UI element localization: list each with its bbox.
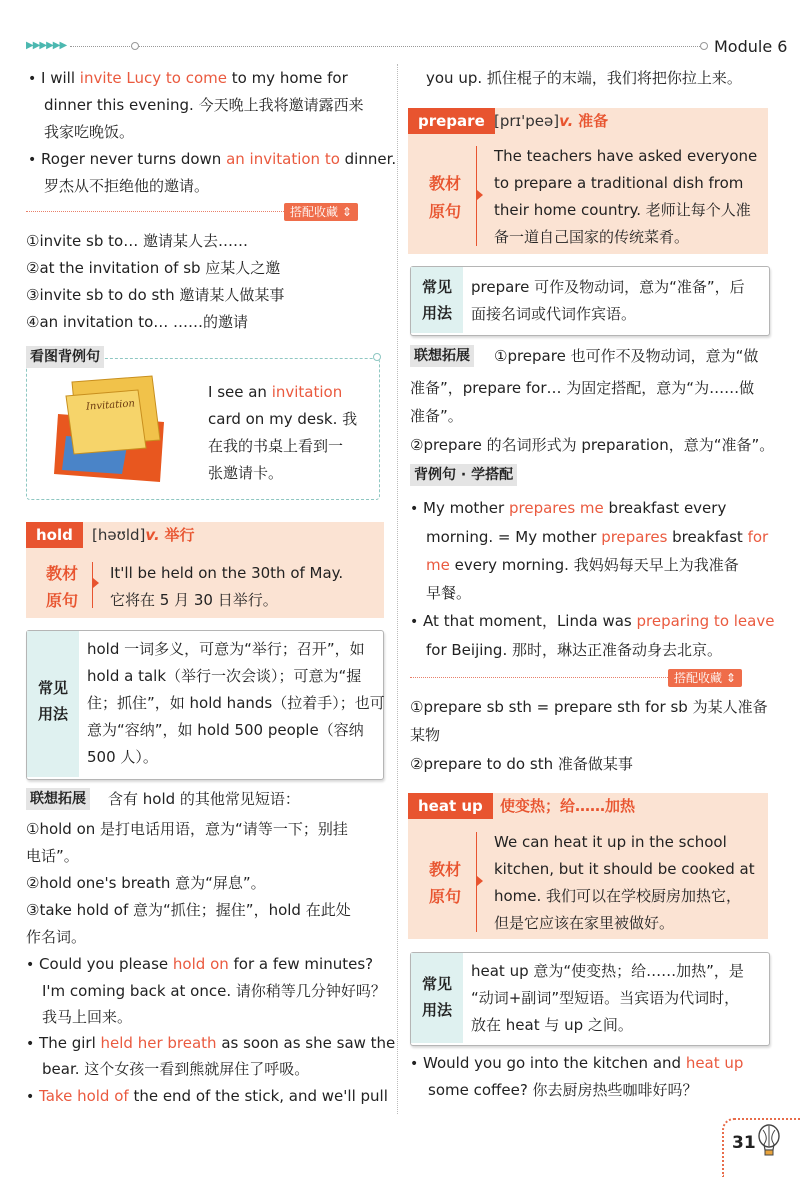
hold-source-line2: 它将在 5 月 30 日举行。 <box>110 591 278 609</box>
hold-example-2-line2: bear. 这个女孩一看到熊就屏住了呼吸。 <box>42 1060 310 1078</box>
prepare-usage-line2: 面接名词或代词作宾语。 <box>471 305 637 323</box>
picture-tag-dot <box>373 353 381 361</box>
hold-example-1-line2: I'm coming back at once. 请你稍等几分钟好吗？ <box>42 982 386 1000</box>
hold-word: hold <box>26 522 83 548</box>
invite-collocation-1: ①invite sb to… 邀请某人去…… <box>26 232 248 250</box>
heat-up-word: heat up <box>408 793 493 819</box>
module-title: Module 6 <box>714 37 788 56</box>
invitation-card-illustration <box>52 374 170 486</box>
heat-up-usage-line3: 放在 heat 与 up 之间。 <box>471 1016 633 1034</box>
prepare-usage-line1: prepare 可作及物动词，意为“准备”，后 <box>471 278 745 296</box>
invite-example-2-line1: • Roger never turns down an invitation to dinner. <box>28 150 397 168</box>
prepare-extend-line3: 准备”。 <box>410 407 463 425</box>
invite-example-2-line2: 罗杰从不拒绝他的邀请。 <box>44 177 210 195</box>
hold-example-1-line3: 我马上回来。 <box>42 1008 133 1026</box>
header-rule-knob-left <box>131 42 139 50</box>
heat-up-usage-line2: “动词+副词”型短语。当宾语为代词时， <box>471 989 740 1007</box>
invitation-card-text: Invitation <box>85 398 136 413</box>
prepare-phrase-tag: 背例句 · 学搭配 <box>410 464 517 486</box>
heat-up-source-label-2: 原句 <box>428 887 461 906</box>
prepare-source-arrow-icon <box>477 190 483 200</box>
prepare-example-1-line1: • My mother prepares me breakfast every <box>410 499 727 517</box>
prepare-source-line2: to prepare a traditional dish from <box>494 174 744 192</box>
invite-collocation-4: ④an invitation to… ……的邀请 <box>26 313 249 331</box>
picture-sentence-line4: 张邀请卡。 <box>208 464 284 482</box>
hold-source-arrow-icon <box>93 578 99 588</box>
invite-collocation-3: ③invite sb to do sth 邀请某人做某事 <box>26 286 285 304</box>
invite-example-1-line3: 我家吃晚饭。 <box>44 123 135 141</box>
heat-up-example-line1: • Would you go into the kitchen and heat up <box>410 1054 744 1072</box>
hold-extend-line4: ③take hold of 意为“抓住；握住”，hold 在此处 <box>26 901 351 919</box>
prepare-source-line4: 备一道自己国家的传统菜肴。 <box>494 228 690 246</box>
prepare-example-2-line1: • At that moment，Linda was preparing to leave <box>410 612 775 630</box>
hold-usage-label: 常见 用法 <box>27 631 79 777</box>
header-arrows: ▶▶▶▶▶▶ <box>26 40 67 51</box>
hold-extend-intro: 含有 hold 的其他常见短语： <box>108 790 300 808</box>
prepare-extend-line1: ①prepare 也可作不及物动词，意为“做 <box>494 347 759 365</box>
prepare-example-1-line2: morning. = My mother prepares breakfast for <box>426 528 769 546</box>
prepare-extend-line4: ②prepare 的名词形式为 preparation，意为“准备”。 <box>410 436 775 454</box>
header-rule-knob-right <box>700 42 708 50</box>
hold-example-3-line1: • Take hold of the end of the stick, and we'll pull <box>26 1087 388 1105</box>
hold-usage-line5: 500 人）。 <box>87 748 158 766</box>
prepare-source-line1: The teachers have asked everyone <box>494 147 758 165</box>
hold-extend-tag: 联想拓展 <box>26 788 90 810</box>
prepare-extend-tag: 联想拓展 <box>410 345 474 367</box>
hold-source-line1: It'll be held on the 30th of May. <box>110 564 344 582</box>
heat-up-source-label-1: 教材 <box>428 860 461 879</box>
invite-collocation-2: ②at the invitation of sb 应某人之邀 <box>26 259 281 277</box>
picture-sentence-line1: I see an invitation <box>208 383 343 401</box>
heat-up-example-line2: some coffee? 你去厨房热些咖啡好吗？ <box>428 1081 698 1099</box>
picture-tag: 看图背例句 <box>26 346 104 368</box>
collocation-separator <box>26 211 284 212</box>
hold-extend-line1: ①hold on 是打电话用语，意为“请等一下；别挂 <box>26 820 348 838</box>
prepare-collocation-1: ①prepare sb sth = prepare sth for sb 为某人准备 <box>410 698 768 716</box>
chevron-icon: ⇕ <box>341 205 352 219</box>
hold-example-1-line1: • Could you please hold on for a few minutes? <box>26 955 374 973</box>
prepare-word: prepare <box>408 108 495 134</box>
hold-example-2-line1: • The girl held her breath as soon as she saw the <box>26 1034 396 1052</box>
hold-extend-line3: ②hold one's breath 意为“屏息”。 <box>26 874 266 892</box>
heat-up-usage-label: 常见 用法 <box>411 953 463 1043</box>
prepare-example-1-line4: 早餐。 <box>426 584 472 602</box>
prepare-collocation-2: 某物 <box>410 726 441 744</box>
hold-usage-line2: hold a talk（举行一次会谈）；可意为“握 <box>87 667 362 685</box>
page-number: 31 <box>732 1133 756 1153</box>
heat-up-source-arrow-icon <box>477 876 483 886</box>
prepare-collocation-tag: 搭配收藏 ⇕ <box>668 669 742 687</box>
prepare-usage-label: 常见 用法 <box>411 267 463 333</box>
hold-usage-line4: 意为“容纳”，如 hold 500 people（容纳 <box>87 721 364 739</box>
right-continuation: you up. 抓住棍子的末端，我们将把你拉上来。 <box>426 69 742 87</box>
column-divider <box>397 64 398 1114</box>
collocation-tag: 搭配收藏 ⇕ <box>284 203 358 221</box>
hold-pronunciation: [həʊld]v. 举行 <box>92 526 195 544</box>
heat-up-usage-line1: heat up 意为“使变热；给……加热”，是 <box>471 962 744 980</box>
heat-up-source-line3: home. 我们可以在学校厨房加热它， <box>494 887 742 905</box>
prepare-source-label-2: 原句 <box>428 202 461 221</box>
chevron-icon: ⇕ <box>725 671 736 685</box>
prepare-example-1-line3: me every morning. 我妈妈每天早上为我准备 <box>426 556 739 574</box>
hold-usage-line3: 住；抓住”，如 hold hands（拉着手）；也可 <box>87 694 385 712</box>
hold-source-label-1: 教材 <box>45 564 78 583</box>
prepare-source-label-1: 教材 <box>428 174 461 193</box>
heat-up-source-line4: 但是它应该在家里被做好。 <box>494 914 675 932</box>
picture-sentence-line2: card on my desk. 我 <box>208 410 358 428</box>
header-rule <box>70 46 706 47</box>
prepare-collocation-separator <box>410 677 668 678</box>
hold-extend-line5: 作名词。 <box>26 928 87 946</box>
prepare-source-line3: their home country. 老师让每个人准 <box>494 201 751 219</box>
prepare-collocation-3: ②prepare to do sth 准备做某事 <box>410 755 633 773</box>
prepare-example-2-line2: for Beijing. 那时，琳达正准备动身去北京。 <box>426 641 722 659</box>
hold-source-label-2: 原句 <box>45 591 78 610</box>
prepare-pronunciation: [prɪ'peə]v. 准备 <box>494 112 609 130</box>
picture-sentence-line3: 在我的书桌上看到一 <box>208 437 344 455</box>
invite-example-1-line2: dinner this evening. 今天晚上我将邀请露西来 <box>44 96 364 114</box>
prepare-extend-line2: 准备”，prepare for… 为固定搭配，意为“为……做 <box>410 379 755 397</box>
hold-usage-line1: hold 一词多义，可意为“举行；召开”，如 <box>87 640 365 658</box>
heat-up-meaning: 使变热；给……加热 <box>500 797 636 815</box>
balloon-icon <box>756 1124 782 1158</box>
invite-example-1-line1: • I will invite Lucy to come to my home for <box>28 69 348 87</box>
heat-up-source-line1: We can heat it up in the school <box>494 833 727 851</box>
hold-extend-line2: 电话”。 <box>26 847 79 865</box>
heat-up-source-line2: kitchen, but it should be cooked at <box>494 860 755 878</box>
